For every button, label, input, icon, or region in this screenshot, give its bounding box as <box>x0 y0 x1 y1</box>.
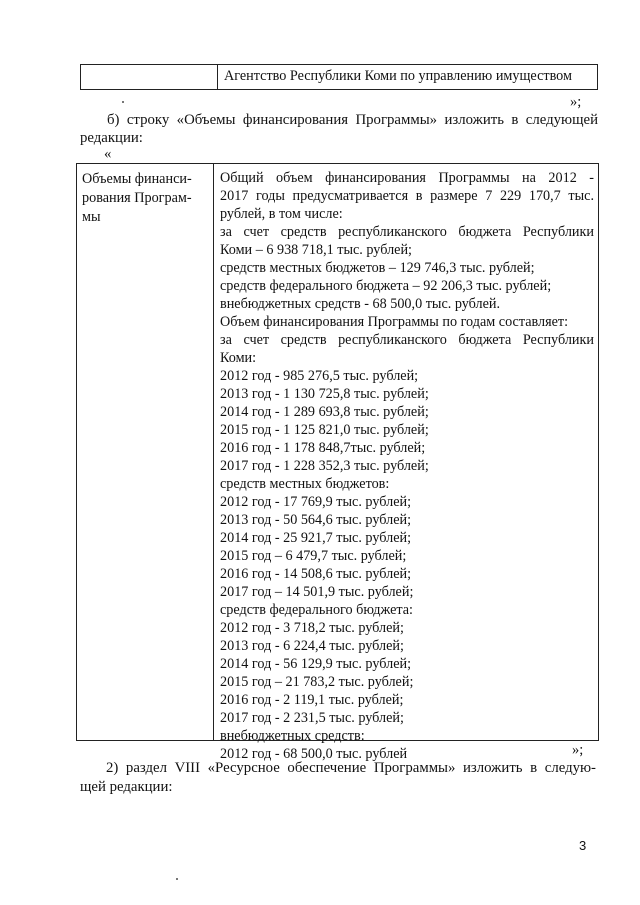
paragraph-2-line1: 2) раздел VIII «Ресурсное обеспечение Программы» изложить в следую- <box>106 760 596 776</box>
financing-table <box>76 163 599 762</box>
detail-line: 2017 годы предусматривается в размере 7 229 170,7 тыс. <box>220 188 594 204</box>
top-table-fragment <box>80 64 598 90</box>
financing-label-cell <box>82 170 192 227</box>
label-line: мы <box>82 209 101 225</box>
page-number: 3 <box>579 838 587 853</box>
financing-details-cell <box>220 169 594 763</box>
detail-line: 2012 год - 68 500,0 тыс. рублей <box>220 746 408 762</box>
detail-line: за счет средств республиканского бюджета Республики <box>220 332 594 348</box>
detail-line: 2014 год - 1 289 693,8 тыс. рублей; <box>220 404 429 420</box>
detail-line: средств федерального бюджета: <box>220 602 413 618</box>
detail-line: внебюджетных средств - 68 500,0 тыс. рублей. <box>220 296 501 312</box>
detail-line: Коми: <box>220 350 257 366</box>
detail-line: 2015 год – 6 479,7 тыс. рублей; <box>220 548 407 564</box>
detail-line: 2012 год - 985 276,5 тыс. рублей; <box>220 368 419 384</box>
detail-line: 2014 год - 56 129,9 тыс. рублей; <box>220 656 412 672</box>
detail-line: 2017 год - 2 231,5 тыс. рублей; <box>220 710 404 726</box>
closing-quote: »; <box>572 742 584 758</box>
paragraph-b-line1: б) строку «Объемы финансирования Программы» изложить в следующей <box>107 112 598 128</box>
detail-line: 2013 год - 1 130 725,8 тыс. рублей; <box>220 386 429 402</box>
detail-line: внебюджетных средств: <box>220 728 365 744</box>
paragraph-2-line2: щей редакции: <box>80 779 173 795</box>
detail-line: 2013 год - 50 564,6 тыс. рублей; <box>220 512 412 528</box>
opening-quote: « <box>104 146 112 162</box>
detail-line: рублей, в том числе: <box>220 206 343 222</box>
detail-line: 2016 год - 1 178 848,7тыс. рублей; <box>220 440 426 456</box>
scan-speck <box>122 101 124 103</box>
label-line: рования Програм- <box>82 190 192 206</box>
detail-line: 2017 год - 1 228 352,3 тыс. рублей; <box>220 458 429 474</box>
detail-line: за счет средств республиканского бюджета Республики <box>220 224 594 240</box>
detail-line: Общий объем финансирования Программы на 2012 - <box>220 170 594 186</box>
detail-line: Объем финансирования Программы по годам составляет: <box>220 314 569 330</box>
table-divider <box>217 65 218 89</box>
detail-line: 2015 год - 1 125 821,0 тыс. рублей; <box>220 422 429 438</box>
table-divider <box>213 164 214 740</box>
scan-speck <box>176 878 178 880</box>
detail-line: 2012 год - 3 718,2 тыс. рублей; <box>220 620 404 636</box>
detail-line: 2015 год – 21 783,2 тыс. рублей; <box>220 674 414 690</box>
detail-line: 2014 год - 25 921,7 тыс. рублей; <box>220 530 412 546</box>
detail-line: средств федерального бюджета – 92 206,3 тыс. рублей; <box>220 278 552 294</box>
detail-line: 2017 год – 14 501,9 тыс. рублей; <box>220 584 414 600</box>
detail-line: 2016 год - 2 119,1 тыс. рублей; <box>220 692 404 708</box>
detail-line: 2016 год - 14 508,6 тыс. рублей; <box>220 566 412 582</box>
detail-line: Коми – 6 938 718,1 тыс. рублей; <box>220 242 412 258</box>
closing-quote: »; <box>570 94 582 110</box>
detail-line: 2013 год - 6 224,4 тыс. рублей; <box>220 638 404 654</box>
agency-cell: Агентство Республики Коми по управлению имуществом <box>224 68 572 84</box>
detail-line: 2012 год - 17 769,9 тыс. рублей; <box>220 494 412 510</box>
detail-line: средств местных бюджетов – 129 746,3 тыс. рублей; <box>220 260 535 276</box>
label-line: Объемы финанси- <box>82 171 192 187</box>
paragraph-b-line2: редакции: <box>80 130 143 146</box>
detail-line: средств местных бюджетов: <box>220 476 390 492</box>
